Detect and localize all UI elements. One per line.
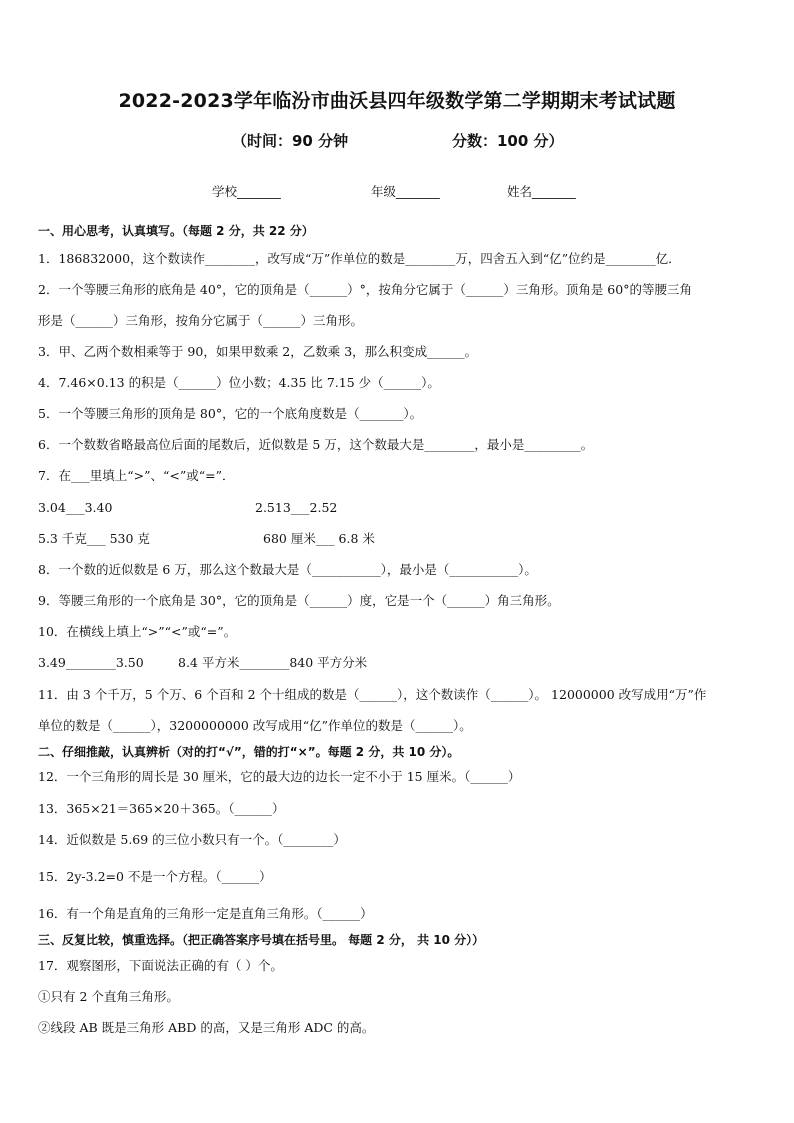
question-14: 14．近似数是 5.69 的三位小数只有一个。（________） bbox=[38, 832, 346, 847]
question-11-line-1: 11．由 3 个千万，5 个万、6 个百和 2 个十组成的数是（______），这个数读作（______）。 12000000 改写成用“万”作 bbox=[38, 687, 707, 702]
question-17: 17．观察图形，下面说法正确的有（ ）个。 bbox=[38, 958, 283, 973]
question-16: 16．有一个角是直角的三角形一定是直角三角形。（______） bbox=[38, 906, 373, 921]
question-3: 3．甲、乙两个数相乘等于 90，如果甲数乘 2，乙数乘 3，那么积变成______。 bbox=[38, 344, 478, 359]
question-8: 8．一个数的近似数是 6 万，那么这个数最大是（___________），最小是（___________）。 bbox=[38, 562, 537, 577]
name-field: 姓名_______ bbox=[507, 184, 576, 199]
school-field: 学校_______ bbox=[212, 184, 281, 199]
question-5: 5．一个等腰三角形的顶角是 80°，它的一个底角度数是（_______）。 bbox=[38, 406, 423, 421]
question-1: 1．186832000，这个数读作________，改写成“万”作单位的数是________万，四舍五入到“亿”位约是________亿． bbox=[38, 251, 681, 266]
question-13: 13．365×21＝365×20＋365。（______） bbox=[38, 801, 285, 816]
page-title: 2022-2023学年临汾市曲沃县四年级数学第二学期期末考试试题 bbox=[118, 90, 676, 112]
section-heading-2: 二、仔细推敲，认真辨析（对的打“√”，错的打“×”。每题 2 分，共 10 分）。 bbox=[38, 745, 460, 759]
exam-time: （时间：90 分钟 bbox=[232, 132, 349, 150]
question-10: 10．在横线上填上“>”“<”或“=”。 bbox=[38, 624, 237, 639]
question-7-item-4: 680 厘米___ 6.8 米 bbox=[263, 531, 375, 546]
question-4: 4．7.46×0.13 的积是（______）位小数；4.35 比 7.15 少（______）。 bbox=[38, 375, 440, 390]
question-7-item-2: 2.513___2.52 bbox=[255, 500, 338, 515]
question-6: 6．一个数数省略最高位后面的尾数后，近似数是 5 万，这个数最大是________，最小是_________。 bbox=[38, 437, 594, 452]
question-11-line-2: 单位的数是（______），3200000000 改写成用“亿”作单位的数是（______）。 bbox=[38, 718, 472, 733]
question-7: 7．在___里填上“>”、“<”或“=”． bbox=[38, 468, 235, 483]
exam-score: 分数：100 分） bbox=[452, 132, 564, 150]
question-10-item-1: 3.49________3.50 bbox=[38, 655, 144, 670]
section-heading-3: 三、反复比较，慎重选择。（把正确答案序号填在括号里。 每题 2 分， 共 10 分）） bbox=[38, 933, 485, 947]
question-10-item-2: 8.4 平方米________840 平方分米 bbox=[178, 655, 368, 670]
question-15: 15．2y-3.2=0 不是一个方程。（______） bbox=[38, 869, 272, 884]
question-17-option-1: ①只有 2 个直角三角形。 bbox=[38, 989, 179, 1004]
question-2-line-1: 2．一个等腰三角形的底角是 40°，它的顶角是（______）°，按角分它属于（______）三角形。顶角是 60°的等腰三角 bbox=[38, 282, 692, 297]
question-2-line-2: 形是（______）三角形，按角分它属于（______）三角形。 bbox=[38, 313, 364, 328]
question-9: 9．等腰三角形的一个底角是 30°，它的顶角是（______）度，它是一个（______）角三角形。 bbox=[38, 593, 560, 608]
section-heading-1: 一、用心思考，认真填写。（每题 2 分，共 22 分） bbox=[38, 224, 314, 238]
question-17-option-2: ②线段 AB 既是三角形 ABD 的高，又是三角形 ADC 的高。 bbox=[38, 1020, 375, 1035]
question-12: 12．一个三角形的周长是 30 厘米，它的最大边的边长一定不小于 15 厘米。（______） bbox=[38, 769, 521, 784]
grade-field: 年级_______ bbox=[371, 184, 440, 199]
question-7-item-1: 3.04___3.40 bbox=[38, 500, 113, 515]
question-7-item-3: 5.3 千克___ 530 克 bbox=[38, 531, 150, 546]
